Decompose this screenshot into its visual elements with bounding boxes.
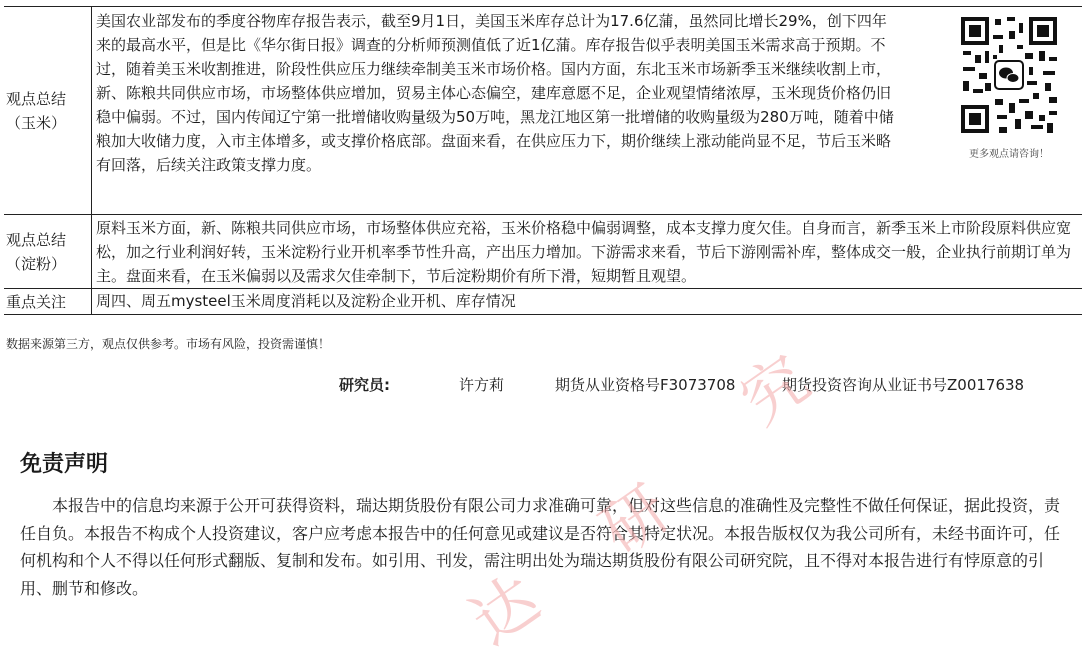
researcher-label: 研究员: — [339, 376, 390, 394]
row-label-focus: 重点关注 — [4, 289, 92, 314]
row-label-starch: 观点总结（淀粉） — [4, 215, 92, 288]
watermark-glyph: 研 — [588, 472, 683, 570]
consult-cert: 期货投资咨询从业证书号Z0017638 — [782, 376, 1025, 394]
table-row-starch — [4, 215, 1082, 289]
disclaimer-title: 免责声明 — [20, 452, 109, 477]
disclaimer-body: 本报告中的信息均来源于公开可获得资料，瑞达期货股份有限公司力求准确可靠，但对这些信息的准确性及完整性不做任何保证，据此投资，责任自负。本报告不构成个人投资建议，客户应考虑本报告中的任何意见或建议是否符合其特定状况。本报告版权仅为我公司所有，未经书面许可，任何机构和个人不得以任何形式翻版、复制和发布。如引用、刊发，需注明出处为瑞达期货股份有限公司研究院，且不得对本报告进行有悖原意的引用、删节和修改。 — [20, 496, 1061, 598]
outlook-table — [4, 6, 1082, 315]
row-label-corn: 观点总结（玉米） — [4, 7, 92, 214]
row-content-focus: 周四、周五mysteel玉米周度消耗以及淀粉企业开机、库存情况 — [96, 292, 516, 310]
risk-note: 数据来源第三方，观点仅供参考。市场有风险，投资需谨慎！ — [6, 337, 331, 351]
watermark-glyph: 究 — [728, 342, 823, 440]
table-row-focus — [4, 289, 1082, 315]
researcher-name: 许方莉 — [459, 376, 505, 394]
futures-cert: 期货从业资格号F3073708 — [555, 376, 736, 394]
qr-caption: 更多观点请咨询！ — [969, 149, 1049, 160]
row-content-starch: 原料玉米方面，新、陈粮共同供应市场，市场整体供应充裕，玉米价格稳中偏弱调整，成本支撑力度欠佳。自身而言，新季玉米上市阶段原料供应宽松，加之行业利润好转，玉米淀粉行业开机率季节性升高，产出压力增加。下游需求来看，节后下游刚需补库，整体成交一般，企业执行前期订单为主。盘面来看，在玉米偏弱以及需求欠佳牵制下，节后淀粉期价有所下滑，短期暂且观望。 — [96, 219, 1072, 285]
qr-block — [949, 9, 1069, 160]
watermark-glyph: 达 — [458, 562, 553, 660]
table-row-corn — [4, 7, 1082, 215]
wechat-qr-icon — [959, 15, 1059, 135]
row-content-corn: 美国农业部发布的季度谷物库存报告表示，截至9月1日，美国玉米库存总计为17.6亿蒲，虽然同比增长29%，创下四年来的最高水平，但是比《华尔街日报》调查的分析师预测值低了近1亿蒲。库存报告似乎表明美国玉米需求高于预期。不过，随着美玉米收割推进，阶段性供应压力继续牵制美玉米市场价格。国内方面，东北玉米市场新季玉米继续收割上市，新、陈粮共同供应市场，市场整体供应增加，贸易主体心态偏空，建库意愿不足，企业观望情绪浓厚，玉米现货价格仍旧稳中偏弱。不过，国内传闻辽宁第一批增储收购量级为50万吨，黑龙江地区第一批增储的收购量级为280万吨，随着中储粮加大收储力度，入市主体增多，或支撑价格底部。盘面来看，在供应压力下，期价继续上涨动能尚显不足，节后玉米略有回落，后续关注政策支撑力度。 — [96, 12, 894, 174]
